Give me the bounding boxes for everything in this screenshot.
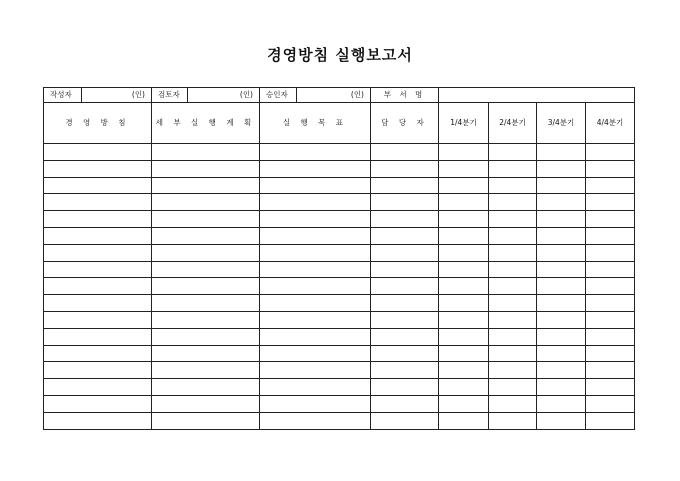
cell-detail-plan[interactable] (152, 144, 260, 161)
approver-label: 승인자 (260, 88, 297, 103)
cell-detail-plan[interactable] (152, 328, 260, 345)
cell-q2[interactable] (489, 328, 537, 345)
cell-q1[interactable] (439, 395, 489, 412)
cell-q2[interactable] (489, 379, 537, 396)
cell-q3[interactable] (537, 379, 586, 396)
cell-q2[interactable] (489, 261, 537, 278)
cell-q2[interactable] (489, 345, 537, 362)
cell-target[interactable] (260, 412, 371, 429)
cell-policy[interactable] (44, 227, 152, 244)
cell-q1[interactable] (439, 211, 489, 228)
cell-q2[interactable] (489, 295, 537, 312)
cell-q1[interactable] (439, 177, 489, 194)
table-row (44, 160, 635, 177)
cell-target[interactable] (260, 362, 371, 379)
cell-q4[interactable] (586, 244, 635, 261)
cell-detail-plan[interactable] (152, 278, 260, 295)
cell-target[interactable] (260, 261, 371, 278)
cell-q2[interactable] (489, 412, 537, 429)
cell-q3[interactable] (537, 244, 586, 261)
cell-manager[interactable] (371, 144, 439, 161)
cell-target[interactable] (260, 311, 371, 328)
cell-manager[interactable] (371, 278, 439, 295)
cell-q1[interactable] (439, 295, 489, 312)
cell-detail-plan[interactable] (152, 227, 260, 244)
cell-q4[interactable] (586, 227, 635, 244)
table-row (44, 194, 635, 211)
cell-manager[interactable] (371, 379, 439, 396)
cell-manager[interactable] (371, 412, 439, 429)
cell-detail-plan[interactable] (152, 395, 260, 412)
cell-manager[interactable] (371, 345, 439, 362)
cell-q3[interactable] (537, 412, 586, 429)
cell-q4[interactable] (586, 177, 635, 194)
cell-policy[interactable] (44, 278, 152, 295)
cell-q1[interactable] (439, 345, 489, 362)
cell-detail-plan[interactable] (152, 160, 260, 177)
cell-policy[interactable] (44, 194, 152, 211)
cell-q3[interactable] (537, 144, 586, 161)
cell-manager[interactable] (371, 194, 439, 211)
cell-q1[interactable] (439, 328, 489, 345)
cell-q1[interactable] (439, 194, 489, 211)
table-row (44, 211, 635, 228)
column-header-row (44, 103, 635, 144)
cell-q1[interactable] (439, 311, 489, 328)
cell-q3[interactable] (537, 395, 586, 412)
header-target: 실 행 목 표 (260, 103, 371, 144)
cell-policy[interactable] (44, 328, 152, 345)
cell-q1[interactable] (439, 244, 489, 261)
table-row (44, 278, 635, 295)
cell-policy[interactable] (44, 211, 152, 228)
cell-q3[interactable] (537, 278, 586, 295)
cell-q1[interactable] (439, 278, 489, 295)
cell-q2[interactable] (489, 227, 537, 244)
cell-q2[interactable] (489, 194, 537, 211)
cell-q4[interactable] (586, 345, 635, 362)
cell-manager[interactable] (371, 244, 439, 261)
header-q2: 2/4분기 (489, 103, 537, 144)
cell-policy[interactable] (44, 177, 152, 194)
cell-target[interactable] (260, 227, 371, 244)
table-row (44, 227, 635, 244)
cell-detail-plan[interactable] (152, 177, 260, 194)
cell-detail-plan[interactable] (152, 295, 260, 312)
cell-q3[interactable] (537, 177, 586, 194)
cell-q3[interactable] (537, 295, 586, 312)
cell-policy[interactable] (44, 244, 152, 261)
cell-manager[interactable] (371, 395, 439, 412)
cell-q3[interactable] (537, 328, 586, 345)
table-row (44, 177, 635, 194)
cell-q1[interactable] (439, 144, 489, 161)
cell-q2[interactable] (489, 278, 537, 295)
cell-target[interactable] (260, 211, 371, 228)
cell-detail-plan[interactable] (152, 379, 260, 396)
table-row (44, 412, 635, 429)
header-q4: 4/4분기 (586, 103, 635, 144)
cell-q4[interactable] (586, 328, 635, 345)
cell-target[interactable] (260, 177, 371, 194)
cell-q4[interactable] (586, 160, 635, 177)
cell-target[interactable] (260, 395, 371, 412)
cell-policy[interactable] (44, 261, 152, 278)
cell-policy[interactable] (44, 412, 152, 429)
cell-q2[interactable] (489, 311, 537, 328)
header-manager: 담 당 자 (371, 103, 439, 144)
cell-policy[interactable] (44, 144, 152, 161)
table-row (44, 379, 635, 396)
cell-detail-plan[interactable] (152, 261, 260, 278)
author-seal: (인) (82, 88, 152, 103)
cell-target[interactable] (260, 379, 371, 396)
cell-detail-plan[interactable] (152, 244, 260, 261)
cell-q3[interactable] (537, 345, 586, 362)
cell-q1[interactable] (439, 160, 489, 177)
cell-target[interactable] (260, 160, 371, 177)
cell-manager[interactable] (371, 177, 439, 194)
author-label: 작성자 (44, 88, 82, 103)
cell-target[interactable] (260, 328, 371, 345)
header-q1: 1/4분기 (439, 103, 489, 144)
cell-q4[interactable] (586, 362, 635, 379)
header-policy: 경 영 방 침 (44, 103, 152, 144)
cell-detail-plan[interactable] (152, 412, 260, 429)
cell-policy[interactable] (44, 295, 152, 312)
cell-q3[interactable] (537, 194, 586, 211)
table-row (44, 295, 635, 312)
cell-q2[interactable] (489, 144, 537, 161)
cell-manager[interactable] (371, 362, 439, 379)
cell-q4[interactable] (586, 144, 635, 161)
header-q3: 3/4분기 (537, 103, 586, 144)
department-value (439, 88, 635, 103)
cell-q1[interactable] (439, 261, 489, 278)
cell-manager[interactable] (371, 211, 439, 228)
cell-q1[interactable] (439, 362, 489, 379)
department-label: 부 서 명 (371, 88, 439, 103)
cell-manager[interactable] (371, 160, 439, 177)
cell-detail-plan[interactable] (152, 311, 260, 328)
table-row (44, 311, 635, 328)
cell-q3[interactable] (537, 227, 586, 244)
cell-q3[interactable] (537, 362, 586, 379)
table-row (44, 261, 635, 278)
cell-q4[interactable] (586, 261, 635, 278)
cell-target[interactable] (260, 345, 371, 362)
cell-detail-plan[interactable] (152, 345, 260, 362)
cell-q4[interactable] (586, 379, 635, 396)
cell-q3[interactable] (537, 211, 586, 228)
cell-q3[interactable] (537, 160, 586, 177)
cell-detail-plan[interactable] (152, 362, 260, 379)
cell-q2[interactable] (489, 244, 537, 261)
cell-q4[interactable] (586, 311, 635, 328)
cell-q2[interactable] (489, 395, 537, 412)
table-row (44, 328, 635, 345)
cell-target[interactable] (260, 278, 371, 295)
table-row (44, 244, 635, 261)
table-row (44, 395, 635, 412)
table-row (44, 144, 635, 161)
reviewer-label: 검토자 (152, 88, 188, 103)
table-row (44, 362, 635, 379)
cell-manager[interactable] (371, 328, 439, 345)
cell-target[interactable] (260, 244, 371, 261)
cell-detail-plan[interactable] (152, 211, 260, 228)
cell-manager[interactable] (371, 295, 439, 312)
cell-q2[interactable] (489, 211, 537, 228)
approver-seal: (인) (297, 88, 371, 103)
cell-target[interactable] (260, 194, 371, 211)
cell-manager[interactable] (371, 261, 439, 278)
cell-q4[interactable] (586, 412, 635, 429)
cell-policy[interactable] (44, 160, 152, 177)
cell-q2[interactable] (489, 160, 537, 177)
cell-q4[interactable] (586, 194, 635, 211)
cell-q1[interactable] (439, 412, 489, 429)
cell-policy[interactable] (44, 362, 152, 379)
cell-manager[interactable] (371, 227, 439, 244)
cell-q4[interactable] (586, 295, 635, 312)
cell-policy[interactable] (44, 379, 152, 396)
cell-policy[interactable] (44, 395, 152, 412)
cell-manager[interactable] (371, 311, 439, 328)
cell-q4[interactable] (586, 278, 635, 295)
document-title: 경영방침 실행보고서 (267, 46, 413, 64)
cell-q3[interactable] (537, 311, 586, 328)
cell-policy[interactable] (44, 311, 152, 328)
cell-detail-plan[interactable] (152, 194, 260, 211)
table-row (44, 345, 635, 362)
cell-q4[interactable] (586, 395, 635, 412)
cell-q1[interactable] (439, 227, 489, 244)
cell-q4[interactable] (586, 211, 635, 228)
cell-q1[interactable] (439, 379, 489, 396)
cell-target[interactable] (260, 295, 371, 312)
cell-target[interactable] (260, 144, 371, 161)
signature-row (44, 88, 635, 103)
cell-policy[interactable] (44, 345, 152, 362)
cell-q2[interactable] (489, 177, 537, 194)
reviewer-seal: (인) (188, 88, 260, 103)
report-table (43, 87, 635, 430)
cell-q3[interactable] (537, 261, 586, 278)
cell-q2[interactable] (489, 362, 537, 379)
header-detail-plan: 세 부 실 행 계 획 (152, 103, 260, 144)
